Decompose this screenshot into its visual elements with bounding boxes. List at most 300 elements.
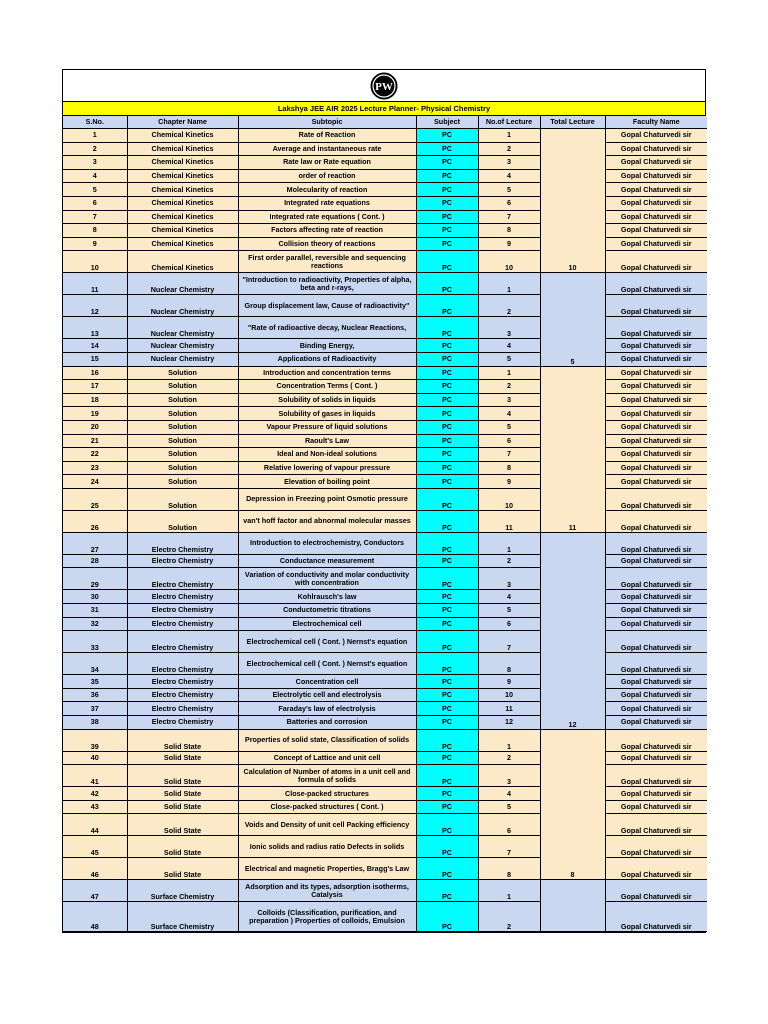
lecture-cell: 5 <box>478 800 540 814</box>
table-row <box>63 475 707 489</box>
lecture-cell: 5 <box>478 183 540 197</box>
table-row <box>63 380 707 394</box>
faculty-cell: Gopal Chaturvedi sir <box>605 273 707 295</box>
table-row <box>63 317 707 339</box>
faculty-cell: Gopal Chaturvedi sir <box>605 653 707 675</box>
table-row <box>63 156 707 170</box>
subtopic-cell: Depression in Freezing point Osmotic pressure <box>238 488 416 510</box>
faculty-cell: Gopal Chaturvedi sir <box>605 407 707 421</box>
chapter-cell: Nuclear Chemistry <box>127 352 238 366</box>
faculty-cell: Gopal Chaturvedi sir <box>605 554 707 568</box>
chapter-cell: Chemical Kinetics <box>127 196 238 210</box>
sno-cell: 24 <box>63 475 127 489</box>
header-chapter: Chapter Name <box>127 116 238 129</box>
table-row <box>63 716 707 730</box>
subject-cell: PC <box>416 434 478 448</box>
sno-cell: 4 <box>63 169 127 183</box>
faculty-cell: Gopal Chaturvedi sir <box>605 631 707 653</box>
faculty-cell: Gopal Chaturvedi sir <box>605 858 707 880</box>
subject-cell: PC <box>416 251 478 273</box>
subtopic-cell: Rate law or Rate equation <box>238 156 416 170</box>
faculty-cell: Gopal Chaturvedi sir <box>605 716 707 730</box>
subtopic-cell: Properties of solid state, Classification of solids <box>238 729 416 751</box>
sno-cell: 31 <box>63 604 127 618</box>
header-total: Total Lecture <box>540 116 605 129</box>
lecture-cell: 1 <box>478 880 540 902</box>
chapter-cell: Solution <box>127 407 238 421</box>
faculty-cell: Gopal Chaturvedi sir <box>605 590 707 604</box>
subtopic-cell: Conductance measurement <box>238 554 416 568</box>
table-row <box>63 339 707 353</box>
table-row <box>63 787 707 801</box>
chapter-cell: Surface Chemistry <box>127 880 238 902</box>
lecture-cell: 1 <box>478 366 540 380</box>
subtopic-cell: Electrical and magnetic Properties, Bragg's Law <box>238 858 416 880</box>
subtopic-cell: Concentration Terms ( Cont. ) <box>238 380 416 394</box>
chapter-cell: Solution <box>127 488 238 510</box>
subject-cell: PC <box>416 836 478 858</box>
table-row <box>63 702 707 716</box>
sno-cell: 42 <box>63 787 127 801</box>
table-row <box>63 800 707 814</box>
chapter-cell: Solution <box>127 461 238 475</box>
header-lecture: No.of Lecture <box>478 116 540 129</box>
subtopic-cell: Voids and Density of unit cell Packing efficiency <box>238 814 416 836</box>
faculty-cell: Gopal Chaturvedi sir <box>605 295 707 317</box>
chapter-cell: Electro Chemistry <box>127 631 238 653</box>
lecture-cell: 4 <box>478 339 540 353</box>
lecture-cell: 9 <box>478 475 540 489</box>
subject-cell: PC <box>416 461 478 475</box>
faculty-cell: Gopal Chaturvedi sir <box>605 196 707 210</box>
subject-cell: PC <box>416 352 478 366</box>
lecture-cell: 10 <box>478 251 540 273</box>
chapter-cell: Solution <box>127 434 238 448</box>
subject-cell: PC <box>416 880 478 902</box>
subtopic-cell: Kohlrausch's law <box>238 590 416 604</box>
subject-cell: PC <box>416 800 478 814</box>
subject-cell: PC <box>416 295 478 317</box>
faculty-cell: Gopal Chaturvedi sir <box>605 156 707 170</box>
lecture-cell: 1 <box>478 729 540 751</box>
lecture-cell: 4 <box>478 787 540 801</box>
subject-cell: PC <box>416 604 478 618</box>
table-row <box>63 631 707 653</box>
table-row <box>63 420 707 434</box>
faculty-cell: Gopal Chaturvedi sir <box>605 880 707 902</box>
total-lecture-cell: 12 <box>540 532 605 729</box>
sno-cell: 45 <box>63 836 127 858</box>
faculty-cell: Gopal Chaturvedi sir <box>605 237 707 251</box>
lecture-cell: 3 <box>478 568 540 590</box>
faculty-cell: Gopal Chaturvedi sir <box>605 317 707 339</box>
table-row <box>63 532 707 554</box>
lecture-cell: 9 <box>478 675 540 689</box>
sno-cell: 26 <box>63 510 127 532</box>
sno-cell: 19 <box>63 407 127 421</box>
table-row <box>63 604 707 618</box>
subtopic-cell: Applications of Radioactivity <box>238 352 416 366</box>
subtopic-cell: Electrochemical cell ( Cont. ) Nernst's equation <box>238 653 416 675</box>
total-lecture-cell: 11 <box>540 366 605 532</box>
lecture-cell: 11 <box>478 510 540 532</box>
subject-cell: PC <box>416 814 478 836</box>
sno-cell: 11 <box>63 273 127 295</box>
faculty-cell: Gopal Chaturvedi sir <box>605 765 707 787</box>
subtopic-cell: Rate of Reaction <box>238 129 416 143</box>
subtopic-cell: Raoult's Law <box>238 434 416 448</box>
chapter-cell: Nuclear Chemistry <box>127 339 238 353</box>
faculty-cell: Gopal Chaturvedi sir <box>605 251 707 273</box>
faculty-cell: Gopal Chaturvedi sir <box>605 475 707 489</box>
lecture-cell: 2 <box>478 380 540 394</box>
sno-cell: 20 <box>63 420 127 434</box>
chapter-cell: Solid State <box>127 836 238 858</box>
subject-cell: PC <box>416 729 478 751</box>
sno-cell: 14 <box>63 339 127 353</box>
sno-cell: 7 <box>63 210 127 224</box>
subtopic-cell: Variation of conductivity and molar conductivity with concentration <box>238 568 416 590</box>
subtopic-cell: Elevation of boiling point <box>238 475 416 489</box>
sno-cell: 48 <box>63 902 127 932</box>
subject-cell: PC <box>416 169 478 183</box>
subtopic-cell: Faraday's law of electrolysis <box>238 702 416 716</box>
lecture-cell: 3 <box>478 765 540 787</box>
faculty-cell: Gopal Chaturvedi sir <box>605 129 707 143</box>
faculty-cell: Gopal Chaturvedi sir <box>605 702 707 716</box>
sno-cell: 1 <box>63 129 127 143</box>
sno-cell: 30 <box>63 590 127 604</box>
lecture-cell: 7 <box>478 210 540 224</box>
sno-cell: 17 <box>63 380 127 394</box>
sno-cell: 28 <box>63 554 127 568</box>
chapter-cell: Nuclear Chemistry <box>127 273 238 295</box>
sno-cell: 43 <box>63 800 127 814</box>
subject-cell: PC <box>416 129 478 143</box>
sno-cell: 23 <box>63 461 127 475</box>
faculty-cell: Gopal Chaturvedi sir <box>605 836 707 858</box>
subtopic-cell: Conductometric titrations <box>238 604 416 618</box>
subject-cell: PC <box>416 716 478 730</box>
subject-cell: PC <box>416 448 478 462</box>
subtopic-cell: order of reaction <box>238 169 416 183</box>
table-row <box>63 273 707 295</box>
chapter-cell: Electro Chemistry <box>127 532 238 554</box>
logo-row <box>63 70 705 102</box>
lecture-cell: 10 <box>478 488 540 510</box>
subtopic-cell: Group displacement law, Cause of radioactivity" <box>238 295 416 317</box>
faculty-cell: Gopal Chaturvedi sir <box>605 142 707 156</box>
chapter-cell: Solid State <box>127 787 238 801</box>
sno-cell: 38 <box>63 716 127 730</box>
table-row <box>63 688 707 702</box>
faculty-cell: Gopal Chaturvedi sir <box>605 751 707 765</box>
subtopic-cell: Concept of Lattice and unit cell <box>238 751 416 765</box>
faculty-cell: Gopal Chaturvedi sir <box>605 224 707 238</box>
table-row <box>63 510 707 532</box>
table-row <box>63 675 707 689</box>
faculty-cell: Gopal Chaturvedi sir <box>605 532 707 554</box>
faculty-cell: Gopal Chaturvedi sir <box>605 434 707 448</box>
faculty-cell: Gopal Chaturvedi sir <box>605 461 707 475</box>
lecture-cell: 2 <box>478 751 540 765</box>
subject-cell: PC <box>416 617 478 631</box>
chapter-cell: Electro Chemistry <box>127 568 238 590</box>
header-subtopic: Subtopic <box>238 116 416 129</box>
table-row <box>63 617 707 631</box>
faculty-cell: Gopal Chaturvedi sir <box>605 902 707 932</box>
sno-cell: 47 <box>63 880 127 902</box>
subject-cell: PC <box>416 380 478 394</box>
subject-cell: PC <box>416 590 478 604</box>
subject-cell: PC <box>416 393 478 407</box>
faculty-cell: Gopal Chaturvedi sir <box>605 800 707 814</box>
faculty-cell: Gopal Chaturvedi sir <box>605 787 707 801</box>
chapter-cell: Solid State <box>127 765 238 787</box>
lecture-cell: 6 <box>478 434 540 448</box>
subject-cell: PC <box>416 273 478 295</box>
header-sno: S.No. <box>63 116 127 129</box>
chapter-cell: Solid State <box>127 814 238 836</box>
faculty-cell: Gopal Chaturvedi sir <box>605 380 707 394</box>
table-row <box>63 590 707 604</box>
sno-cell: 13 <box>63 317 127 339</box>
lecture-planner-sheet <box>62 69 706 933</box>
lecture-cell: 2 <box>478 295 540 317</box>
chapter-cell: Solution <box>127 420 238 434</box>
table-row <box>63 352 707 366</box>
header-row <box>63 116 707 129</box>
total-lecture-cell: 10 <box>540 129 605 273</box>
subtopic-cell: Close-packed structures ( Cont. ) <box>238 800 416 814</box>
subtopic-cell: Collision theory of reactions <box>238 237 416 251</box>
faculty-cell: Gopal Chaturvedi sir <box>605 729 707 751</box>
chapter-cell: Chemical Kinetics <box>127 183 238 197</box>
subject-cell: PC <box>416 653 478 675</box>
subtopic-cell: Colloids (Classification, purification, and preparation ) Properties of colloids, Emulsion <box>238 902 416 932</box>
subject-cell: PC <box>416 675 478 689</box>
chapter-cell: Electro Chemistry <box>127 702 238 716</box>
sno-cell: 5 <box>63 183 127 197</box>
chapter-cell: Solution <box>127 393 238 407</box>
table-row <box>63 729 707 751</box>
lecture-table <box>63 116 707 932</box>
subtopic-cell: "Introduction to radioactivity, Properties of alpha, beta and r-rays, <box>238 273 416 295</box>
lecture-cell: 4 <box>478 169 540 183</box>
lecture-cell: 1 <box>478 532 540 554</box>
subject-cell: PC <box>416 156 478 170</box>
sno-cell: 46 <box>63 858 127 880</box>
chapter-cell: Electro Chemistry <box>127 590 238 604</box>
subtopic-cell: Calculation of Number of atoms in a unit cell and formula of solids <box>238 765 416 787</box>
subtopic-cell: Relative lowering of vapour pressure <box>238 461 416 475</box>
faculty-cell: Gopal Chaturvedi sir <box>605 169 707 183</box>
subject-cell: PC <box>416 142 478 156</box>
sno-cell: 6 <box>63 196 127 210</box>
sno-cell: 37 <box>63 702 127 716</box>
subtopic-cell: Introduction and concentration terms <box>238 366 416 380</box>
total-lecture-cell: 5 <box>540 273 605 366</box>
lecture-cell: 5 <box>478 604 540 618</box>
sno-cell: 29 <box>63 568 127 590</box>
subtopic-cell: Electrolytic cell and electrolysis <box>238 688 416 702</box>
chapter-cell: Solution <box>127 475 238 489</box>
table-row <box>63 210 707 224</box>
subtopic-cell: Average and instantaneous rate <box>238 142 416 156</box>
chapter-cell: Chemical Kinetics <box>127 210 238 224</box>
subject-cell: PC <box>416 420 478 434</box>
faculty-cell: Gopal Chaturvedi sir <box>605 568 707 590</box>
subtopic-cell: Electrochemical cell ( Cont. ) Nernst's equation <box>238 631 416 653</box>
lecture-cell: 7 <box>478 631 540 653</box>
table-row <box>63 488 707 510</box>
sno-cell: 39 <box>63 729 127 751</box>
subtopic-cell: Integrated rate equations ( Cont. ) <box>238 210 416 224</box>
chapter-cell: Solution <box>127 448 238 462</box>
sno-cell: 44 <box>63 814 127 836</box>
lecture-cell: 2 <box>478 142 540 156</box>
table-row <box>63 434 707 448</box>
subtopic-cell: Binding Energy, <box>238 339 416 353</box>
sno-cell: 25 <box>63 488 127 510</box>
subject-cell: PC <box>416 787 478 801</box>
sno-cell: 22 <box>63 448 127 462</box>
chapter-cell: Solid State <box>127 751 238 765</box>
lecture-cell: 7 <box>478 448 540 462</box>
faculty-cell: Gopal Chaturvedi sir <box>605 675 707 689</box>
sno-cell: 36 <box>63 688 127 702</box>
lecture-cell: 8 <box>478 858 540 880</box>
table-row <box>63 554 707 568</box>
subtopic-cell: "Rate of radioactive decay, Nuclear Reactions, <box>238 317 416 339</box>
subtopic-cell: Introduction to electrochemistry, Conductors <box>238 532 416 554</box>
chapter-cell: Solution <box>127 510 238 532</box>
lecture-cell: 6 <box>478 196 540 210</box>
table-row <box>63 129 707 143</box>
chapter-cell: Chemical Kinetics <box>127 224 238 238</box>
chapter-cell: Electro Chemistry <box>127 688 238 702</box>
sno-cell: 35 <box>63 675 127 689</box>
chapter-cell: Chemical Kinetics <box>127 169 238 183</box>
header-subject: Subject <box>416 116 478 129</box>
sno-cell: 27 <box>63 532 127 554</box>
sno-cell: 41 <box>63 765 127 787</box>
lecture-cell: 3 <box>478 393 540 407</box>
subtopic-cell: First order parallel, reversible and sequencing reactions <box>238 251 416 273</box>
table-row <box>63 448 707 462</box>
subject-cell: PC <box>416 568 478 590</box>
lecture-cell: 3 <box>478 317 540 339</box>
chapter-cell: Solution <box>127 366 238 380</box>
chapter-cell: Electro Chemistry <box>127 604 238 618</box>
table-row <box>63 224 707 238</box>
subject-cell: PC <box>416 317 478 339</box>
faculty-cell: Gopal Chaturvedi sir <box>605 420 707 434</box>
lecture-cell: 8 <box>478 224 540 238</box>
table-row <box>63 814 707 836</box>
svg-text:PW: PW <box>375 80 393 93</box>
chapter-cell: Nuclear Chemistry <box>127 317 238 339</box>
chapter-cell: Electro Chemistry <box>127 675 238 689</box>
faculty-cell: Gopal Chaturvedi sir <box>605 604 707 618</box>
subject-cell: PC <box>416 488 478 510</box>
sno-cell: 2 <box>63 142 127 156</box>
chapter-cell: Chemical Kinetics <box>127 129 238 143</box>
table-row <box>63 295 707 317</box>
lecture-cell: 6 <box>478 617 540 631</box>
sno-cell: 40 <box>63 751 127 765</box>
subtopic-cell: Close-packed structures <box>238 787 416 801</box>
chapter-cell: Surface Chemistry <box>127 902 238 932</box>
table-row <box>63 366 707 380</box>
sno-cell: 32 <box>63 617 127 631</box>
subtopic-cell: Solubility of gases in liquids <box>238 407 416 421</box>
chapter-cell: Electro Chemistry <box>127 653 238 675</box>
chapter-cell: Solid State <box>127 800 238 814</box>
lecture-cell: 7 <box>478 836 540 858</box>
table-row <box>63 568 707 590</box>
faculty-cell: Gopal Chaturvedi sir <box>605 510 707 532</box>
chapter-cell: Electro Chemistry <box>127 554 238 568</box>
chapter-cell: Chemical Kinetics <box>127 237 238 251</box>
lecture-cell: 2 <box>478 554 540 568</box>
faculty-cell: Gopal Chaturvedi sir <box>605 210 707 224</box>
subtopic-cell: Electrochemical cell <box>238 617 416 631</box>
subtopic-cell: Concentration cell <box>238 675 416 689</box>
chapter-cell: Solid State <box>127 729 238 751</box>
sno-cell: 21 <box>63 434 127 448</box>
subject-cell: PC <box>416 688 478 702</box>
subtopic-cell: Solubility of solids in liquids <box>238 393 416 407</box>
faculty-cell: Gopal Chaturvedi sir <box>605 814 707 836</box>
faculty-cell: Gopal Chaturvedi sir <box>605 688 707 702</box>
subject-cell: PC <box>416 475 478 489</box>
lecture-cell: 1 <box>478 273 540 295</box>
faculty-cell: Gopal Chaturvedi sir <box>605 339 707 353</box>
subtopic-cell: Adsorption and its types, adsorption isotherms, Catalysis <box>238 880 416 902</box>
subject-cell: PC <box>416 902 478 932</box>
subject-cell: PC <box>416 532 478 554</box>
table-row <box>63 902 707 932</box>
lecture-cell: 8 <box>478 461 540 475</box>
subject-cell: PC <box>416 237 478 251</box>
chapter-cell: Solution <box>127 380 238 394</box>
chapter-cell: Electro Chemistry <box>127 716 238 730</box>
lecture-cell: 1 <box>478 129 540 143</box>
table-row <box>63 461 707 475</box>
lecture-cell: 12 <box>478 716 540 730</box>
lecture-cell: 11 <box>478 702 540 716</box>
lecture-cell: 4 <box>478 407 540 421</box>
chapter-cell: Chemical Kinetics <box>127 156 238 170</box>
lecture-cell: 4 <box>478 590 540 604</box>
table-row <box>63 765 707 787</box>
sno-cell: 16 <box>63 366 127 380</box>
subject-cell: PC <box>416 210 478 224</box>
pw-logo-icon <box>370 72 398 100</box>
planner-title: Lakshya JEE AIR 2025 Lecture Planner- Physical Chemistry <box>63 102 705 116</box>
table-row <box>63 858 707 880</box>
sno-cell: 18 <box>63 393 127 407</box>
lecture-cell: 6 <box>478 814 540 836</box>
total-lecture-cell: 8 <box>540 729 605 880</box>
subject-cell: PC <box>416 554 478 568</box>
total-lecture-cell <box>540 880 605 932</box>
sno-cell: 33 <box>63 631 127 653</box>
subtopic-cell: Vapour Pressure of liquid solutions <box>238 420 416 434</box>
lecture-cell: 3 <box>478 156 540 170</box>
subject-cell: PC <box>416 751 478 765</box>
